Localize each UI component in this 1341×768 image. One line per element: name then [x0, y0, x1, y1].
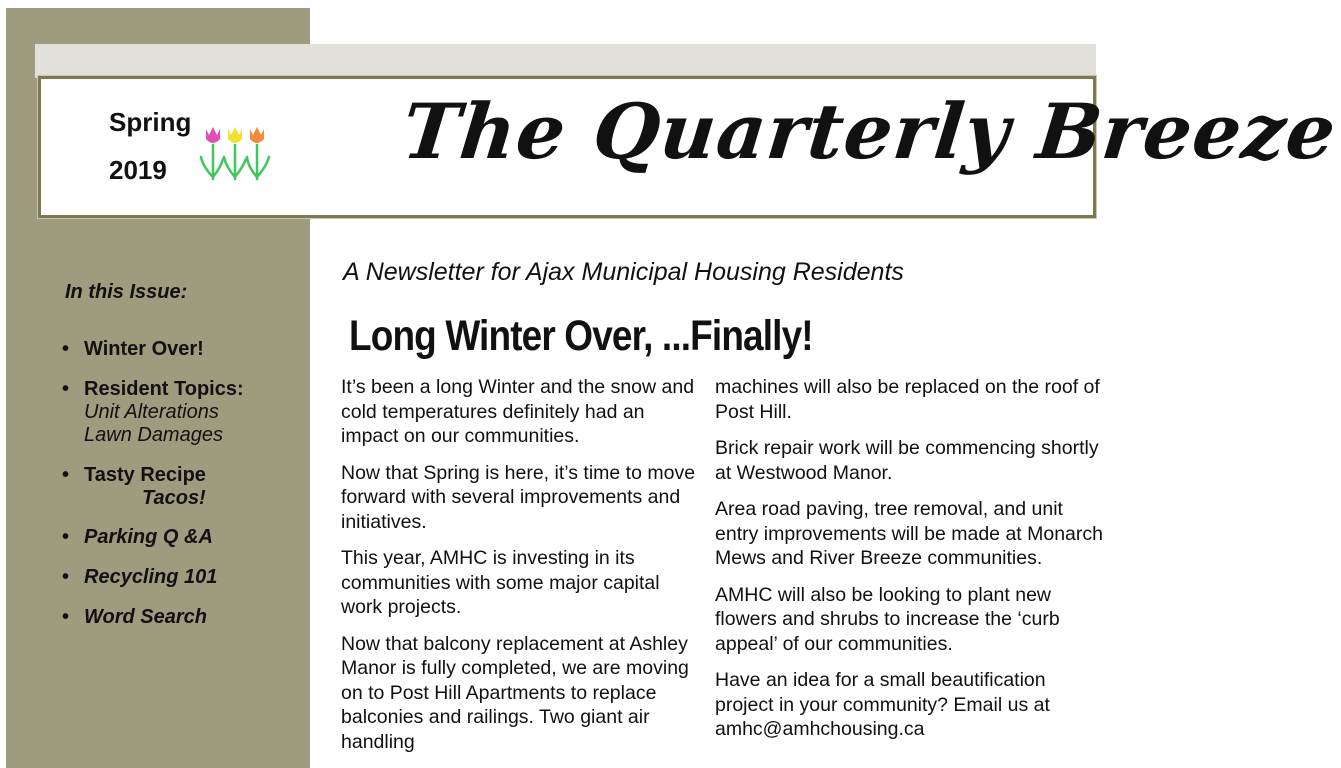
article-column-1 [341, 375, 703, 766]
toc-item-resident-topics[interactable] [62, 378, 302, 447]
masthead-top-bar [35, 44, 1096, 78]
masthead [38, 76, 1341, 218]
toc-item-winter-over[interactable] [62, 338, 302, 361]
article-paragraph: Now that Spring is here, it’s time to move forward with several improvements and initiatives. [341, 461, 696, 533]
article-paragraph: Now that balcony replacement at Ashley Manor is fully completed, we are moving on to Post Hill Apartments to replace balconies and railings. Two giant air handling [341, 632, 689, 753]
toc-item-label: Tasty Recipe [84, 464, 206, 486]
article-column-2 [715, 375, 1103, 754]
tulips-icon [199, 123, 273, 181]
toc-item-word-search[interactable] [62, 606, 302, 629]
article-paragraph: AMHC will also be looking to plant new flowers and shrubs to increase the ‘curb appeal’ of our communities. [715, 583, 1060, 655]
bullet-icon: • [62, 378, 70, 400]
article-paragraph: It’s been a long Winter and the snow and cold temperatures definitely had an impact on our communities. [341, 376, 695, 447]
toc-item-parking[interactable] [62, 526, 302, 549]
newsletter-title: The Quarterly Breeze [398, 87, 1341, 176]
toc-item-label: Recycling 101 [84, 566, 218, 588]
article-paragraph: This year, AMHC is investing in its communities with some major capital work projects. [341, 547, 660, 618]
in-this-issue-heading: In this Issue: [65, 281, 188, 303]
article-paragraph: Area road paving, tree removal, and unit entry improvements will be made at Monarch Mews and River Breeze communities. [715, 498, 1103, 569]
article-headline: Long Winter Over, ...Finally! [349, 312, 813, 360]
article-paragraph: machines will also be replaced on the roof of Post Hill. [715, 376, 1100, 423]
bullet-icon: • [62, 338, 70, 360]
bullet-icon: • [62, 464, 70, 486]
toc-item-recycling[interactable] [62, 566, 302, 589]
bullet-icon: • [62, 606, 70, 628]
toc-item-tasty-recipe[interactable] [62, 464, 302, 509]
toc-item-label: Parking Q &A [84, 526, 213, 548]
toc-subitem-label: Lawn Damages [84, 424, 223, 446]
table-of-contents [62, 338, 302, 646]
toc-subitem-label: Tacos! [142, 487, 206, 509]
article-paragraph: Have an idea for a small beautification project in your community? Email us at amhc@amhchousing.ca [715, 669, 1050, 740]
issue-season: Spring [109, 107, 192, 137]
toc-item-label: Winter Over! [84, 338, 204, 360]
article-paragraph: Brick repair work will be commencing shortly at Westwood Manor. [715, 437, 1099, 484]
issue-year: 2019 [109, 155, 167, 185]
toc-item-label: Resident Topics: [84, 378, 244, 400]
bullet-icon: • [62, 526, 70, 548]
toc-subitem-label: Unit Alterations [84, 401, 219, 423]
toc-item-label: Word Search [84, 606, 207, 628]
newsletter-subtitle: A Newsletter for Ajax Municipal Housing Residents [343, 258, 904, 286]
bullet-icon: • [62, 566, 70, 588]
